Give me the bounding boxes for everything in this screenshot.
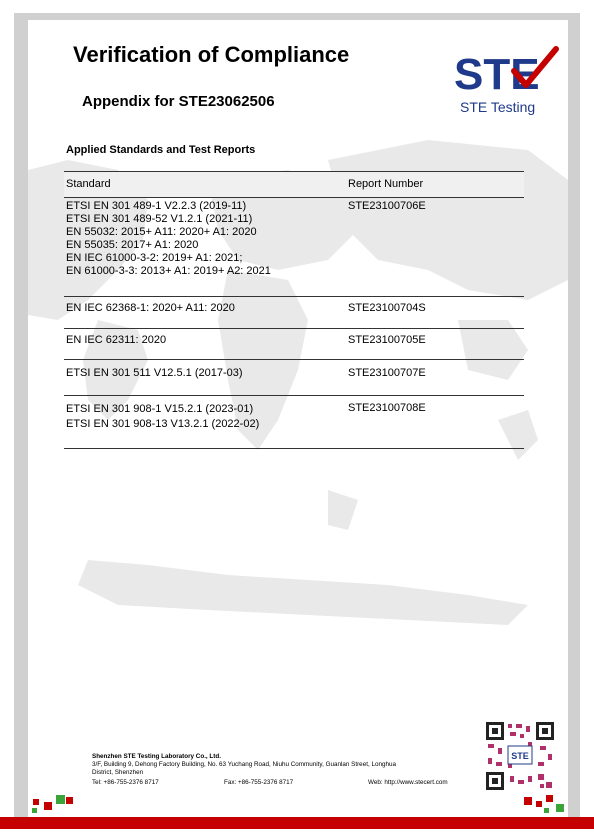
- company-name: Shenzhen STE Testing Laboratory Co., Ltd.: [92, 753, 221, 760]
- contact-line: [92, 779, 472, 788]
- standards-cell: [66, 334, 166, 347]
- standard-line: ETSI EN 301 489-1 V2.2.3 (2019-11): [66, 200, 247, 212]
- decorative-square: [44, 802, 52, 810]
- report-number-cell: STE23100704S: [348, 302, 426, 314]
- column-header-report-number: Report Number: [348, 178, 424, 190]
- standard-line: EN IEC 61000-3-2: 2019+ A1: 2021;: [66, 252, 243, 264]
- qr-logo-text: STE: [511, 751, 529, 761]
- standard-line: EN IEC 62368-1: 2020+ A11: 2020: [66, 302, 235, 314]
- decorative-square: [33, 799, 39, 805]
- standard-line: EN 55035: 2017+ A1: 2020: [66, 239, 199, 251]
- standard-line: ETSI EN 301 908-13 V13.2.1 (2022-02): [66, 418, 260, 430]
- fax-number: Fax: +86-755-2376 8717: [224, 779, 294, 786]
- decorative-square: [524, 797, 532, 805]
- decorative-square: [536, 801, 542, 807]
- bottom-brand-bar: [0, 817, 594, 829]
- website-link[interactable]: Web: http://www.stecert.com: [368, 779, 448, 786]
- qr-code: [484, 720, 556, 792]
- decorative-square: [546, 795, 553, 802]
- standard-line: EN 55032: 2015+ A11: 2020+ A1: 2020: [66, 226, 257, 238]
- standard-line: ETSI EN 301 511 V12.5.1 (2017-03): [66, 367, 243, 379]
- ste-logo-mark: [452, 45, 562, 100]
- table-row: [64, 360, 524, 396]
- decorative-square: [56, 795, 65, 804]
- standards-cell: [66, 200, 271, 278]
- column-header-standard: Standard: [66, 178, 111, 190]
- decorative-square: [556, 804, 564, 812]
- standard-line: EN IEC 62311: 2020: [66, 334, 167, 346]
- standard-line: ETSI EN 301 489-52 V1.2.1 (2021-11): [66, 213, 253, 225]
- decorative-square: [544, 808, 549, 813]
- decorative-square: [32, 808, 37, 813]
- report-number-cell: STE23100708E: [348, 402, 426, 414]
- decorative-square: [66, 797, 73, 804]
- logo-subtitle: STE Testing: [460, 99, 536, 115]
- report-number-cell: STE23100707E: [348, 367, 426, 379]
- footer-contact: [92, 753, 472, 788]
- ste-logo: [452, 45, 562, 125]
- table-row: [64, 329, 524, 360]
- document-sheet: [28, 20, 568, 817]
- standards-cell: [66, 367, 243, 380]
- table-header: [64, 171, 524, 198]
- company-address: 3/F, Building 9, Dehong Factory Building, No. 63 Yuchang Road, Niuhu Community, Guanlan Street, Longhua: [92, 761, 396, 768]
- company-address-line2: District, Shenzhen: [92, 769, 144, 776]
- phone-number: Tel: +86-755-2376 8717: [92, 779, 159, 786]
- standards-cell: [66, 302, 235, 315]
- section-title: Applied Standards and Test Reports: [66, 144, 256, 156]
- logo-mark-text: STE: [454, 50, 540, 99]
- standard-line: EN 61000-3-3: 2013+ A1: 2019+ A2: 2021: [66, 265, 271, 277]
- page-title: Verification of Compliance: [73, 42, 350, 67]
- report-number-cell: STE23100705E: [348, 334, 426, 346]
- appendix-subtitle: Appendix for STE23062506: [82, 93, 275, 110]
- standards-cell: [66, 402, 259, 432]
- table-row: [64, 396, 524, 449]
- standard-line: ETSI EN 301 908-1 V15.2.1 (2023-01): [66, 403, 254, 415]
- report-number-cell: STE23100706E: [348, 200, 426, 212]
- table-row: [64, 196, 524, 297]
- table-row: [64, 297, 524, 329]
